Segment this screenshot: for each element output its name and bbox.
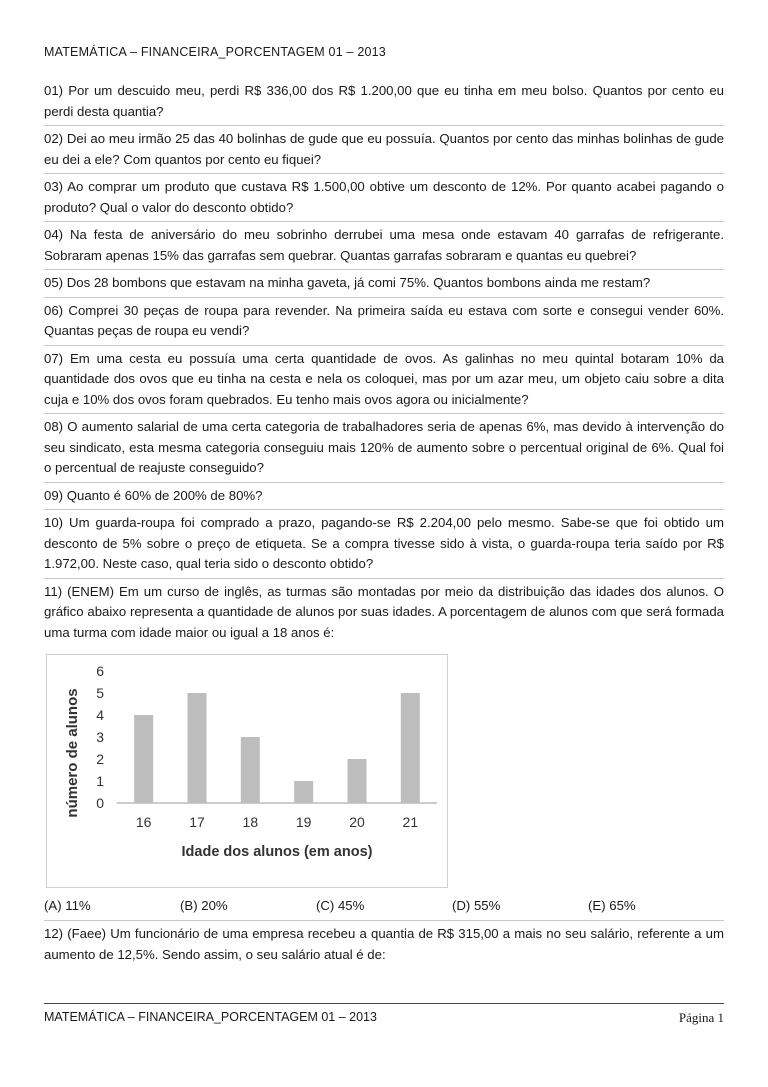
- option-e[interactable]: (E) 65%: [588, 898, 636, 913]
- page-footer: [44, 1003, 724, 1026]
- option-b[interactable]: (B) 20%: [180, 898, 228, 913]
- y-tick-label: 4: [96, 707, 104, 723]
- chart-x-ticks: [136, 814, 418, 830]
- chart-y-axis-label: número de alunos: [64, 688, 81, 818]
- chart-x-axis-label: Idade dos alunos (em anos): [181, 844, 373, 860]
- y-tick-label: 2: [96, 751, 104, 767]
- question-04: 04) Na festa de aniversário do meu sobrinho derrubei uma mesa onde estavam 40 garrafas de refrigerante. Sobraram apenas 15% das garrafas sem quebrar. Quantas garrafas sobraram e quantas eu quebrei?: [44, 224, 724, 270]
- question-05: 05) Dos 28 bombons que estavam na minha gaveta, já comi 75%. Quantos bombons ainda me restam?: [44, 272, 724, 298]
- question-09: 09) Quanto é 60% de 200% de 80%?: [44, 485, 724, 511]
- question-10: 10) Um guarda-roupa foi comprado a prazo, pagando-se R$ 2.204,00 pelo mesmo. Sabe-se que foi obtido um desconto de 5% sobre o preço de etiqueta. Se a compra tivesse sido à vista, o guarda-roupa teria saído por R$ 1.972,00. Neste caso, qual teria sido o desconto obtido?: [44, 512, 724, 579]
- bar-age-18: [241, 737, 260, 803]
- questions-content: [44, 80, 724, 970]
- answer-options: [44, 896, 724, 921]
- x-tick-label: 18: [242, 814, 259, 830]
- question-11: 11) (ENEM) Em um curso de inglês, as turmas são montadas por meio da distribuição das idades dos alunos. O gráfico abaixo representa a quantidade de alunos por suas idades. A porcentagem de alunos com que será formada uma turma com idade maior ou igual a 18 anos é:: [44, 583, 724, 640]
- y-tick-label: 3: [96, 729, 104, 745]
- x-tick-label: 21: [402, 814, 419, 830]
- question-08: 08) O aumento salarial de uma certa categoria de trabalhadores seria de apenas 6%, mas devido à intervenção do seu sindicato, esta mesma categoria conseguiu mais 120% de aumento sobre o percentual original de 6%. Qual foi o percentual de reajuste conseguido?: [44, 416, 724, 483]
- question-12: 12) (Faee) Um funcionário de uma empresa recebeu a quantia de R$ 315,00 a mais no seu salário, referente a um aumento de 12,5%. Sendo assim, o seu salário atual é de:: [44, 926, 724, 962]
- chart-y-ticks: [96, 663, 104, 811]
- footer-title: MATEMÁTICA – FINANCEIRA_PORCENTAGEM 01 – 2013: [44, 1010, 377, 1024]
- chart-svg: [47, 655, 447, 887]
- option-d[interactable]: (D) 55%: [452, 898, 501, 913]
- question-03: 03) Ao comprar um produto que custava R$ 1.500,00 obtive um desconto de 12%. Por quanto acabei pagando o produto? Qual o valor do desconto obtido?: [44, 176, 724, 222]
- bar-age-21: [401, 693, 420, 803]
- x-tick-label: 20: [349, 814, 365, 830]
- question-06: 06) Comprei 30 peças de roupa para revender. Na primeira saída eu estava com sorte e consegui vender 60%. Quantas peças de roupa eu vendi?: [44, 300, 724, 346]
- question-07: 07) Em uma cesta eu possuía uma certa quantidade de ovos. As galinhas no meu quintal botaram 10% da quantidade dos ovos que eu tinha na cesta e nela os coloquei, mas por um azar meu, um objeto caiu sobre a dita cuja e 10% dos ovos foram quebrados. Eu tenho mais ovos agora ou inicialmente?: [44, 348, 724, 415]
- x-tick-label: 17: [189, 814, 205, 830]
- x-tick-label: 16: [135, 814, 152, 830]
- page-number: Página 1: [678, 1010, 724, 1025]
- bar-age-20: [348, 759, 367, 803]
- question-02: 02) Dei ao meu irmão 25 das 40 bolinhas de gude que eu possuía. Quantos por cento das minhas bolinhas de gude eu dei a ele? Com quantos por cento eu fiquei?: [44, 128, 724, 174]
- y-tick-label: 1: [96, 773, 104, 789]
- x-tick-label: 19: [295, 814, 312, 830]
- question-01: 01) Por um descuido meu, perdi R$ 336,00 dos R$ 1.200,00 que eu tinha em meu bolso. Quantos por cento eu perdi desta quantia?: [44, 80, 724, 126]
- bar-age-17: [188, 693, 207, 803]
- bar-age-16: [134, 715, 153, 803]
- option-a[interactable]: (A) 11%: [44, 898, 91, 913]
- y-tick-label: 5: [96, 685, 104, 701]
- age-bar-chart: [46, 654, 448, 888]
- page-header: MATEMÁTICA – FINANCEIRA_PORCENTAGEM 01 – 2013: [44, 45, 386, 59]
- option-c[interactable]: (C) 45%: [316, 898, 365, 913]
- bar-age-19: [294, 781, 313, 803]
- y-tick-label: 0: [96, 795, 104, 811]
- y-tick-label: 6: [96, 663, 104, 679]
- chart-bars: [134, 693, 420, 803]
